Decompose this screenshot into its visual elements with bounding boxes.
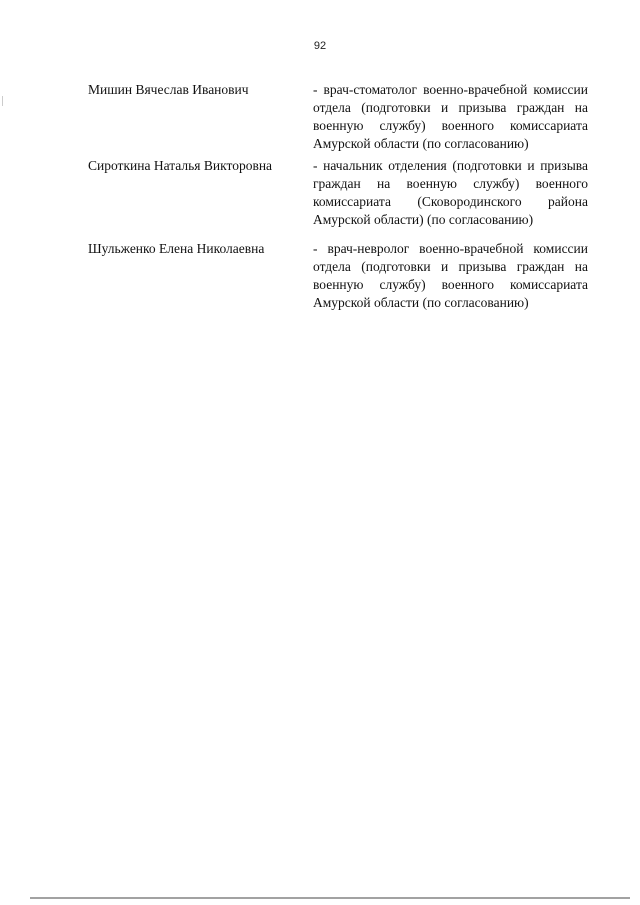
person-position: - начальник отделения (подготовки и призыва граждан на военную службу) военного комиссариата (Сковородинского района Амурской области) (по согласованию) <box>313 158 588 227</box>
person-position: - врач-стоматолог военно-врачебной комиссии отдела (подготовки и призыва граждан на военную службу) военного комиссариата Амурской области (по согласованию) <box>313 82 588 151</box>
person-name: Шульженко Елена Николаевна <box>88 241 265 256</box>
page-number: 92 <box>313 40 327 52</box>
scan-artifact <box>2 96 3 106</box>
person-position: - врач-невролог военно-врачебной комиссии отдела (подготовки и призыва граждан на военную службу) военного комиссариата Амурской области (по согласованию) <box>313 241 588 310</box>
person-name: Мишин Вячеслав Иванович <box>88 82 249 97</box>
person-name: Сироткина Наталья Викторовна <box>88 158 273 173</box>
scan-edge-line <box>30 897 630 899</box>
